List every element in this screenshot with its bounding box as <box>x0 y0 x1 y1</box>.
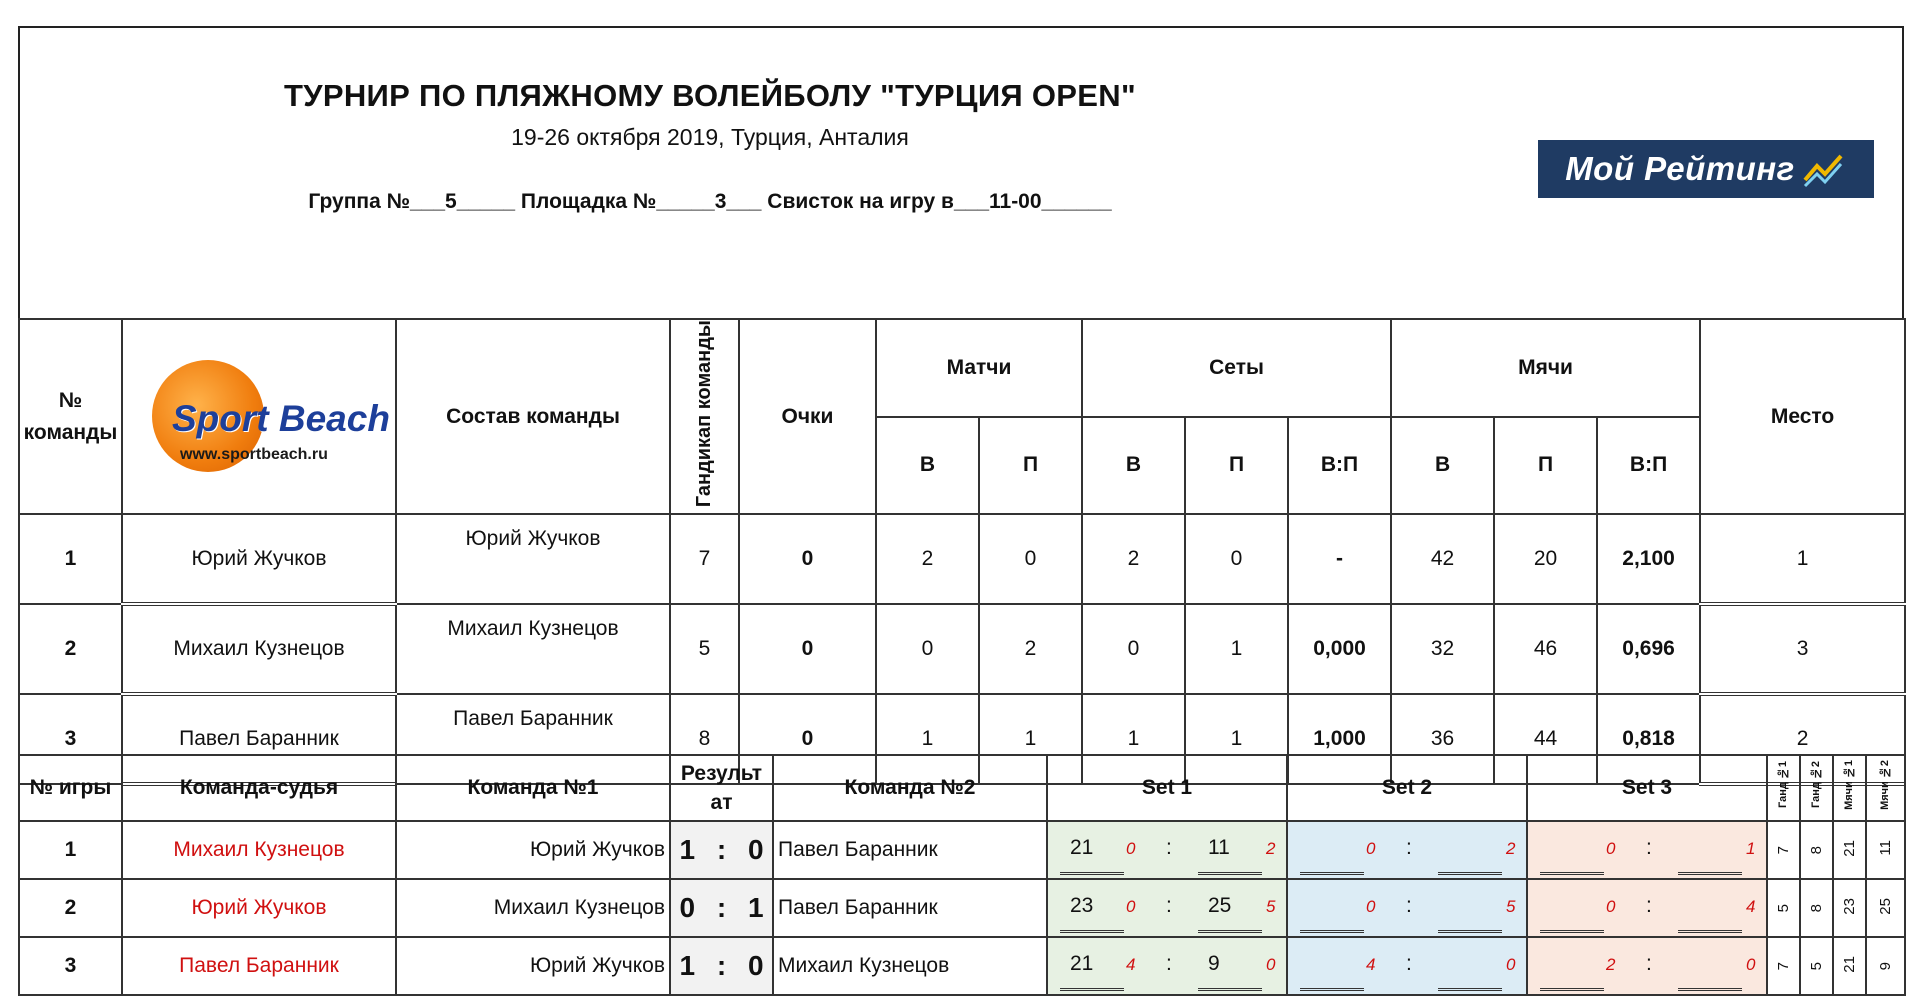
header-hcp1 <box>1767 755 1800 821</box>
header-hcp2-label: Ганд №2 <box>1810 761 1822 809</box>
balls-ratio: 2,100 <box>1597 514 1700 604</box>
set1-score-team2: 25 <box>1208 894 1232 917</box>
header-balls: Мячи <box>1391 319 1700 417</box>
header-result: Результ ат <box>670 755 773 821</box>
header-sets-won: В <box>1082 417 1185 515</box>
sets-ratio: - <box>1288 514 1391 604</box>
team-points: 0 <box>739 514 876 604</box>
header-sets: Сеты <box>1082 319 1391 417</box>
team2-name: Михаил Кузнецов <box>773 937 1047 995</box>
game-no: 2 <box>19 879 122 937</box>
balls-lost: 44 <box>1494 694 1597 784</box>
result-separator: : <box>716 950 727 981</box>
underline <box>1678 872 1742 875</box>
balls-ratio: 0,818 <box>1597 694 1700 784</box>
sets-won: 0 <box>1082 604 1185 694</box>
score-separator: : <box>1406 894 1412 917</box>
sets-won: 2 <box>1082 514 1185 604</box>
underline <box>1060 988 1124 991</box>
handicap-team1 <box>1767 821 1800 879</box>
team2-name: Павел Баранник <box>773 879 1047 937</box>
header-referee: Команда-судья <box>122 755 396 821</box>
header-balls2-label: Мячи №2 <box>1879 760 1891 810</box>
team-place: 1 <box>1700 514 1905 604</box>
balls-team2-value: 11 <box>1877 840 1894 856</box>
header-matches-lost: П <box>979 417 1082 515</box>
team-name: Павел Баранник <box>122 694 396 784</box>
header-set1: Set 1 <box>1047 755 1287 821</box>
team-handicap: 8 <box>670 694 739 784</box>
handicap-team1-value: 5 <box>1775 904 1792 913</box>
matches-lost: 2 <box>979 604 1082 694</box>
underline <box>1540 930 1604 933</box>
balls-won: 32 <box>1391 604 1494 694</box>
header-team-no: № команды <box>19 319 122 514</box>
sets-lost: 1 <box>1185 694 1288 784</box>
team1-name: Михаил Кузнецов <box>396 879 670 937</box>
result-separator: : <box>716 892 727 923</box>
set1-handicap-team1: 0 <box>1126 839 1136 858</box>
set2-handicap-team2: 2 <box>1506 839 1516 858</box>
set3-handicap-team2: 1 <box>1746 839 1756 858</box>
matches-lost: 1 <box>979 694 1082 784</box>
team-no: 2 <box>19 604 122 694</box>
header-hcp1-label: Ганд №1 <box>1777 761 1789 809</box>
header-handicap-label: Гандикап команды <box>693 320 715 508</box>
handicap-team1-value: 7 <box>1775 846 1792 855</box>
balls-ratio: 0,696 <box>1597 604 1700 694</box>
underline <box>1300 872 1364 875</box>
balls-team1-value: 21 <box>1841 839 1858 857</box>
balls-lost: 20 <box>1494 514 1597 604</box>
underline <box>1438 988 1502 991</box>
set1-handicap-team2: 0 <box>1266 955 1276 974</box>
underline <box>1540 872 1604 875</box>
balls-team2 <box>1866 879 1905 937</box>
sportbeach-logo <box>146 358 390 476</box>
table-row <box>19 514 1905 604</box>
balls-team1 <box>1833 821 1866 879</box>
set1-score-team2: 11 <box>1208 836 1230 859</box>
balls-team1 <box>1833 937 1866 995</box>
balls-won: 42 <box>1391 514 1494 604</box>
set1-score-team1: 21 <box>1070 952 1094 975</box>
standings-table <box>18 318 1906 786</box>
page-title: ТУРНИР ПО ПЛЯЖНОМУ ВОЛЕЙБОЛУ "ТУРЦИЯ OPEN" <box>284 78 1136 113</box>
referee-team: Михаил Кузнецов <box>122 821 396 879</box>
matches-won: 0 <box>876 604 979 694</box>
set1-handicap-team2: 2 <box>1266 839 1276 858</box>
team-name: Юрий Жучков <box>122 514 396 604</box>
team-points: 0 <box>739 604 876 694</box>
balls-won: 36 <box>1391 694 1494 784</box>
underline <box>1678 930 1742 933</box>
underline <box>1540 988 1604 991</box>
team1-name: Юрий Жучков <box>396 937 670 995</box>
score-separator: : <box>1406 952 1412 975</box>
matches-lost: 0 <box>979 514 1082 604</box>
set3-score <box>1527 879 1767 937</box>
set3-handicap-team1: 0 <box>1606 839 1616 858</box>
sets-lost: 1 <box>1185 604 1288 694</box>
set2-handicap-team1: 0 <box>1366 839 1376 858</box>
balls-team1-value: 21 <box>1841 955 1858 973</box>
referee-team: Павел Баранник <box>122 937 396 995</box>
underline <box>1300 988 1364 991</box>
team-roster: Михаил Кузнецов <box>396 604 670 694</box>
sportbeach-brand: Sport Beach <box>172 397 390 439</box>
result-team2: 0 <box>747 950 764 981</box>
handicap-team2-value: 5 <box>1808 962 1825 971</box>
team-handicap: 5 <box>670 604 739 694</box>
underline <box>1438 872 1502 875</box>
moy-reyting-logo <box>1538 140 1874 198</box>
set3-handicap-team2: 4 <box>1746 897 1756 916</box>
balls-team2-value: 25 <box>1877 897 1894 915</box>
set1-handicap-team2: 5 <box>1266 897 1276 916</box>
sets-lost: 0 <box>1185 514 1288 604</box>
balls-team1 <box>1833 879 1866 937</box>
header-balls1-label: Мячи №1 <box>1843 760 1855 810</box>
header-balls-lost: П <box>1494 417 1597 515</box>
group-info: Группа №___5_____ Площадка №_____3___ Свисток на игру в___11-00______ <box>308 190 1112 213</box>
balls-lost: 46 <box>1494 604 1597 694</box>
set1-score <box>1047 879 1287 937</box>
header-matches: Матчи <box>876 319 1082 417</box>
balls-team2 <box>1866 937 1905 995</box>
result-team1: 1 <box>679 950 696 981</box>
handicap-team1-value: 7 <box>1775 962 1792 971</box>
team-place: 3 <box>1700 604 1905 694</box>
header-balls1 <box>1833 755 1866 821</box>
set3-handicap-team1: 0 <box>1606 897 1616 916</box>
rating-logo-text: Мой Рейтинг <box>1565 150 1795 187</box>
result-team2: 1 <box>747 892 764 923</box>
handicap-team2 <box>1800 879 1833 937</box>
underline <box>1438 930 1502 933</box>
set1-handicap-team1: 0 <box>1126 897 1136 916</box>
header-hcp2 <box>1800 755 1833 821</box>
sportbeach-url: www.sportbeach.ru <box>180 445 328 463</box>
header-team2: Команда №2 <box>773 755 1047 821</box>
header-points: Очки <box>739 319 876 514</box>
team-roster: Павел Баранник <box>396 694 670 784</box>
team-no: 1 <box>19 514 122 604</box>
header-game-no: № игры <box>19 755 122 821</box>
result-team1: 1 <box>679 834 696 865</box>
score-separator: : <box>1166 836 1172 859</box>
result-team1: 0 <box>679 892 696 923</box>
page-subtitle: 19-26 октября 2019, Турция, Анталия <box>511 124 909 150</box>
result-separator: : <box>716 834 727 865</box>
underline <box>1198 930 1262 933</box>
sportbeach-logo-cell <box>122 319 396 514</box>
header-sets-lost: П <box>1185 417 1288 515</box>
game-no: 1 <box>19 821 122 879</box>
header-balls2 <box>1866 755 1905 821</box>
table-row <box>19 937 1905 995</box>
result-team2: 0 <box>747 834 764 865</box>
match-result <box>670 937 773 995</box>
handicap-team2-value: 8 <box>1808 904 1825 913</box>
set2-score <box>1287 821 1527 879</box>
set1-score <box>1047 821 1287 879</box>
team-handicap: 7 <box>670 514 739 604</box>
team2-name: Павел Баранник <box>773 821 1047 879</box>
table-row <box>19 821 1905 879</box>
set1-score-team1: 21 <box>1070 836 1094 859</box>
table-row <box>19 879 1905 937</box>
matches-won: 1 <box>876 694 979 784</box>
set2-score <box>1287 937 1527 995</box>
header-roster: Состав команды <box>396 319 670 514</box>
header-handicap <box>670 319 739 514</box>
header-set2: Set 2 <box>1287 755 1527 821</box>
balls-team2-value: 9 <box>1877 962 1894 971</box>
team1-name: Юрий Жучков <box>396 821 670 879</box>
matches-won: 2 <box>876 514 979 604</box>
handicap-team2-value: 8 <box>1808 846 1825 855</box>
score-separator: : <box>1406 836 1412 859</box>
set1-handicap-team1: 4 <box>1126 955 1136 974</box>
balls-team2 <box>1866 821 1905 879</box>
header-balls-ratio: В:П <box>1597 417 1700 515</box>
games-table <box>18 754 1906 996</box>
underline <box>1198 872 1262 875</box>
sets-ratio: 0,000 <box>1288 604 1391 694</box>
sets-won: 1 <box>1082 694 1185 784</box>
score-separator: : <box>1646 836 1652 859</box>
team-points: 0 <box>739 694 876 784</box>
team-place: 2 <box>1700 694 1905 784</box>
header-matches-won: В <box>876 417 979 515</box>
handicap-team2 <box>1800 937 1833 995</box>
set2-handicap-team2: 5 <box>1506 897 1516 916</box>
set1-score-team1: 23 <box>1070 894 1094 917</box>
set3-handicap-team2: 0 <box>1746 955 1756 974</box>
set1-score <box>1047 937 1287 995</box>
underline <box>1678 988 1742 991</box>
game-no: 3 <box>19 937 122 995</box>
balls-team1-value: 23 <box>1841 897 1858 915</box>
handicap-team1 <box>1767 937 1800 995</box>
set2-handicap-team2: 0 <box>1506 955 1516 974</box>
score-separator: : <box>1646 952 1652 975</box>
underline <box>1060 872 1124 875</box>
header-set3: Set 3 <box>1527 755 1767 821</box>
score-separator: : <box>1166 894 1172 917</box>
team-name: Михаил Кузнецов <box>122 604 396 694</box>
sets-ratio: 1,000 <box>1288 694 1391 784</box>
team-roster: Юрий Жучков <box>396 514 670 604</box>
score-separator: : <box>1166 952 1172 975</box>
underline <box>1300 930 1364 933</box>
underline <box>1060 930 1124 933</box>
header-team1: Команда №1 <box>396 755 670 821</box>
referee-team: Юрий Жучков <box>122 879 396 937</box>
handicap-team2 <box>1800 821 1833 879</box>
match-result <box>670 879 773 937</box>
set1-score-team2: 9 <box>1208 952 1220 975</box>
header-sets-ratio: В:П <box>1288 417 1391 515</box>
chart-trend-icon <box>1803 150 1847 188</box>
handicap-team1 <box>1767 879 1800 937</box>
set2-handicap-team1: 0 <box>1366 897 1376 916</box>
match-result <box>670 821 773 879</box>
set2-score <box>1287 879 1527 937</box>
set3-score <box>1527 821 1767 879</box>
set2-handicap-team1: 4 <box>1366 955 1376 974</box>
team-no: 3 <box>19 694 122 784</box>
header-place: Место <box>1700 319 1905 514</box>
set3-score <box>1527 937 1767 995</box>
table-row <box>19 604 1905 694</box>
score-separator: : <box>1646 894 1652 917</box>
set3-handicap-team1: 2 <box>1606 955 1616 974</box>
header-balls-won: В <box>1391 417 1494 515</box>
underline <box>1198 988 1262 991</box>
